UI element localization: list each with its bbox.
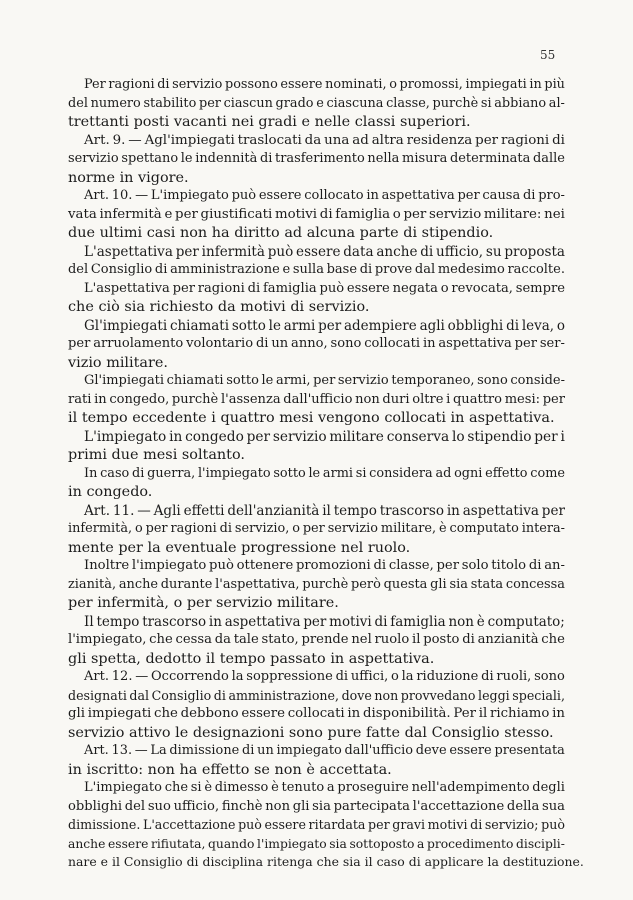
text-line: L'impiegato in congedo per servizio militare conserva lo stipendio per i: [84, 428, 565, 445]
page-number: 55: [540, 48, 556, 62]
text-line: L'aspettativa per infermità può essere data anche di ufficio, su proposta: [84, 243, 565, 260]
text-line: per arruolamento volontario di un anno, sono collocati in aspettativa per ser-: [68, 336, 565, 351]
text-line: trettanti posti vacanti nei gradi e nelle classi superiori.: [68, 114, 471, 130]
text-line: il tempo eccedente i quattro mesi vengono collocati in aspettativa.: [68, 410, 555, 426]
text-line: L'aspettativa per ragioni di famiglia può essere negata o revocata, sempre: [84, 280, 565, 296]
text-line: Inoltre l'impiegato può ottenere promozioni di classe, per solo titolo di an-: [84, 558, 565, 573]
text-line: del Consiglio di amministrazione e sulla base di prove dal medesimo raccolte.: [68, 262, 565, 277]
text-line: L'impiegato che si è dimesso è tenuto a proseguire nell'adempimento degli: [84, 780, 565, 795]
text-line: zianità, anche durante l'aspettativa, purchè però questa gli sia stata concessa: [68, 576, 565, 592]
text-line: Gl'impiegati chiamati sotto le armi per adempiere agli obblighi di leva, o: [84, 317, 565, 334]
text-line: gli spetta, dedotto il tempo passato in aspettativa.: [68, 650, 435, 667]
text-line: primi due mesi soltanto.: [68, 447, 245, 463]
text-line: Il tempo trascorso in aspettativa per motivi di famiglia non è computato;: [84, 613, 565, 630]
text-line: del numero stabilito per ciascun grado e ciascuna classe, purchè si abbiano al-: [68, 95, 565, 111]
text-line: dimissione. L'accettazione può essere ritardata per gravi motivi di servizio; può: [68, 817, 565, 832]
text-line: Gl'impiegati chiamati sotto le armi, per servizio temporaneo, sono conside-: [84, 373, 565, 388]
text-line: norme in vigore.: [68, 169, 189, 186]
text-line: vata infermità e per giustificati motivi di famiglia o per servizio militare: nei: [68, 206, 565, 222]
text-line: mente per la eventuale progressione nel ruolo.: [68, 539, 411, 556]
text-line: rati in congedo, purchè l'assenza dall'ufficio non duri oltre i quattro mesi: per: [68, 391, 565, 407]
text-line: Art. 12. — Occorrendo la soppressione di uffici, o la riduzione di ruoli, sono: [84, 669, 565, 684]
text-line: Art. 11. — Agli effetti dell'anzianità il tempo trascorso in aspettativa per: [84, 502, 565, 519]
text-line: servizio spettano le indennità di trasferimento nella misura determinata dalle: [68, 151, 565, 166]
text-line: che ciò sia richiesto da motivi di servizio.: [68, 299, 370, 315]
text-line: per infermità, o per servizio militare.: [68, 595, 339, 611]
text-line: nare e il Consiglio di disciplina ritenga che sia il caso di applicare la destituzione.: [68, 854, 584, 869]
text-line: vizio militare.: [68, 354, 168, 371]
text-line: designati dal Consiglio di amministrazione, dove non provvedano leggi speciali,: [68, 687, 565, 703]
text-line: infermità, o per ragioni di servizio, o per servizio militare, è computato intera-: [68, 521, 565, 536]
text-line: servizio attivo le designazioni sono pure fatte dal Consiglio stesso.: [68, 724, 554, 741]
text-line: in iscritto: non ha effetto se non è accettata.: [68, 761, 392, 778]
text-line: Per ragioni di servizio possono essere nominati, o promossi, impiegati in più: [84, 77, 565, 92]
text-line: Art. 9. — Agl'impiegati traslocati da una ad altra residenza per ragioni di: [84, 132, 565, 148]
text-line: Art. 10. — L'impiegato può essere collocato in aspettativa per causa di pro-: [84, 188, 565, 203]
text-line: anche essere rifiutata, quando l'impiegato sia sottoposto a procedimento discipli-: [68, 836, 565, 851]
text-line: In caso di guerra, l'impiegato sotto le armi si considera ad ogni effetto come: [84, 465, 565, 481]
text-line: obblighi del suo ufficio, finchè non gli sia partecipata l'accettazione della sua: [68, 798, 565, 814]
text-line: l'impiegato, che cessa da tale stato, prende nel ruolo il posto di anzianità che: [68, 632, 565, 647]
text-line: Art. 13. — La dimissione di un impiegato dall'ufficio deve essere presentata: [84, 743, 565, 758]
text-line: gli impiegati che debbono essere collocati in disponibilità. Per il richiamo in: [68, 706, 565, 721]
text-line: due ultimi casi non ha diritto ad alcuna parte di stipendio.: [68, 225, 494, 241]
text-line: in congedo.: [68, 484, 153, 500]
